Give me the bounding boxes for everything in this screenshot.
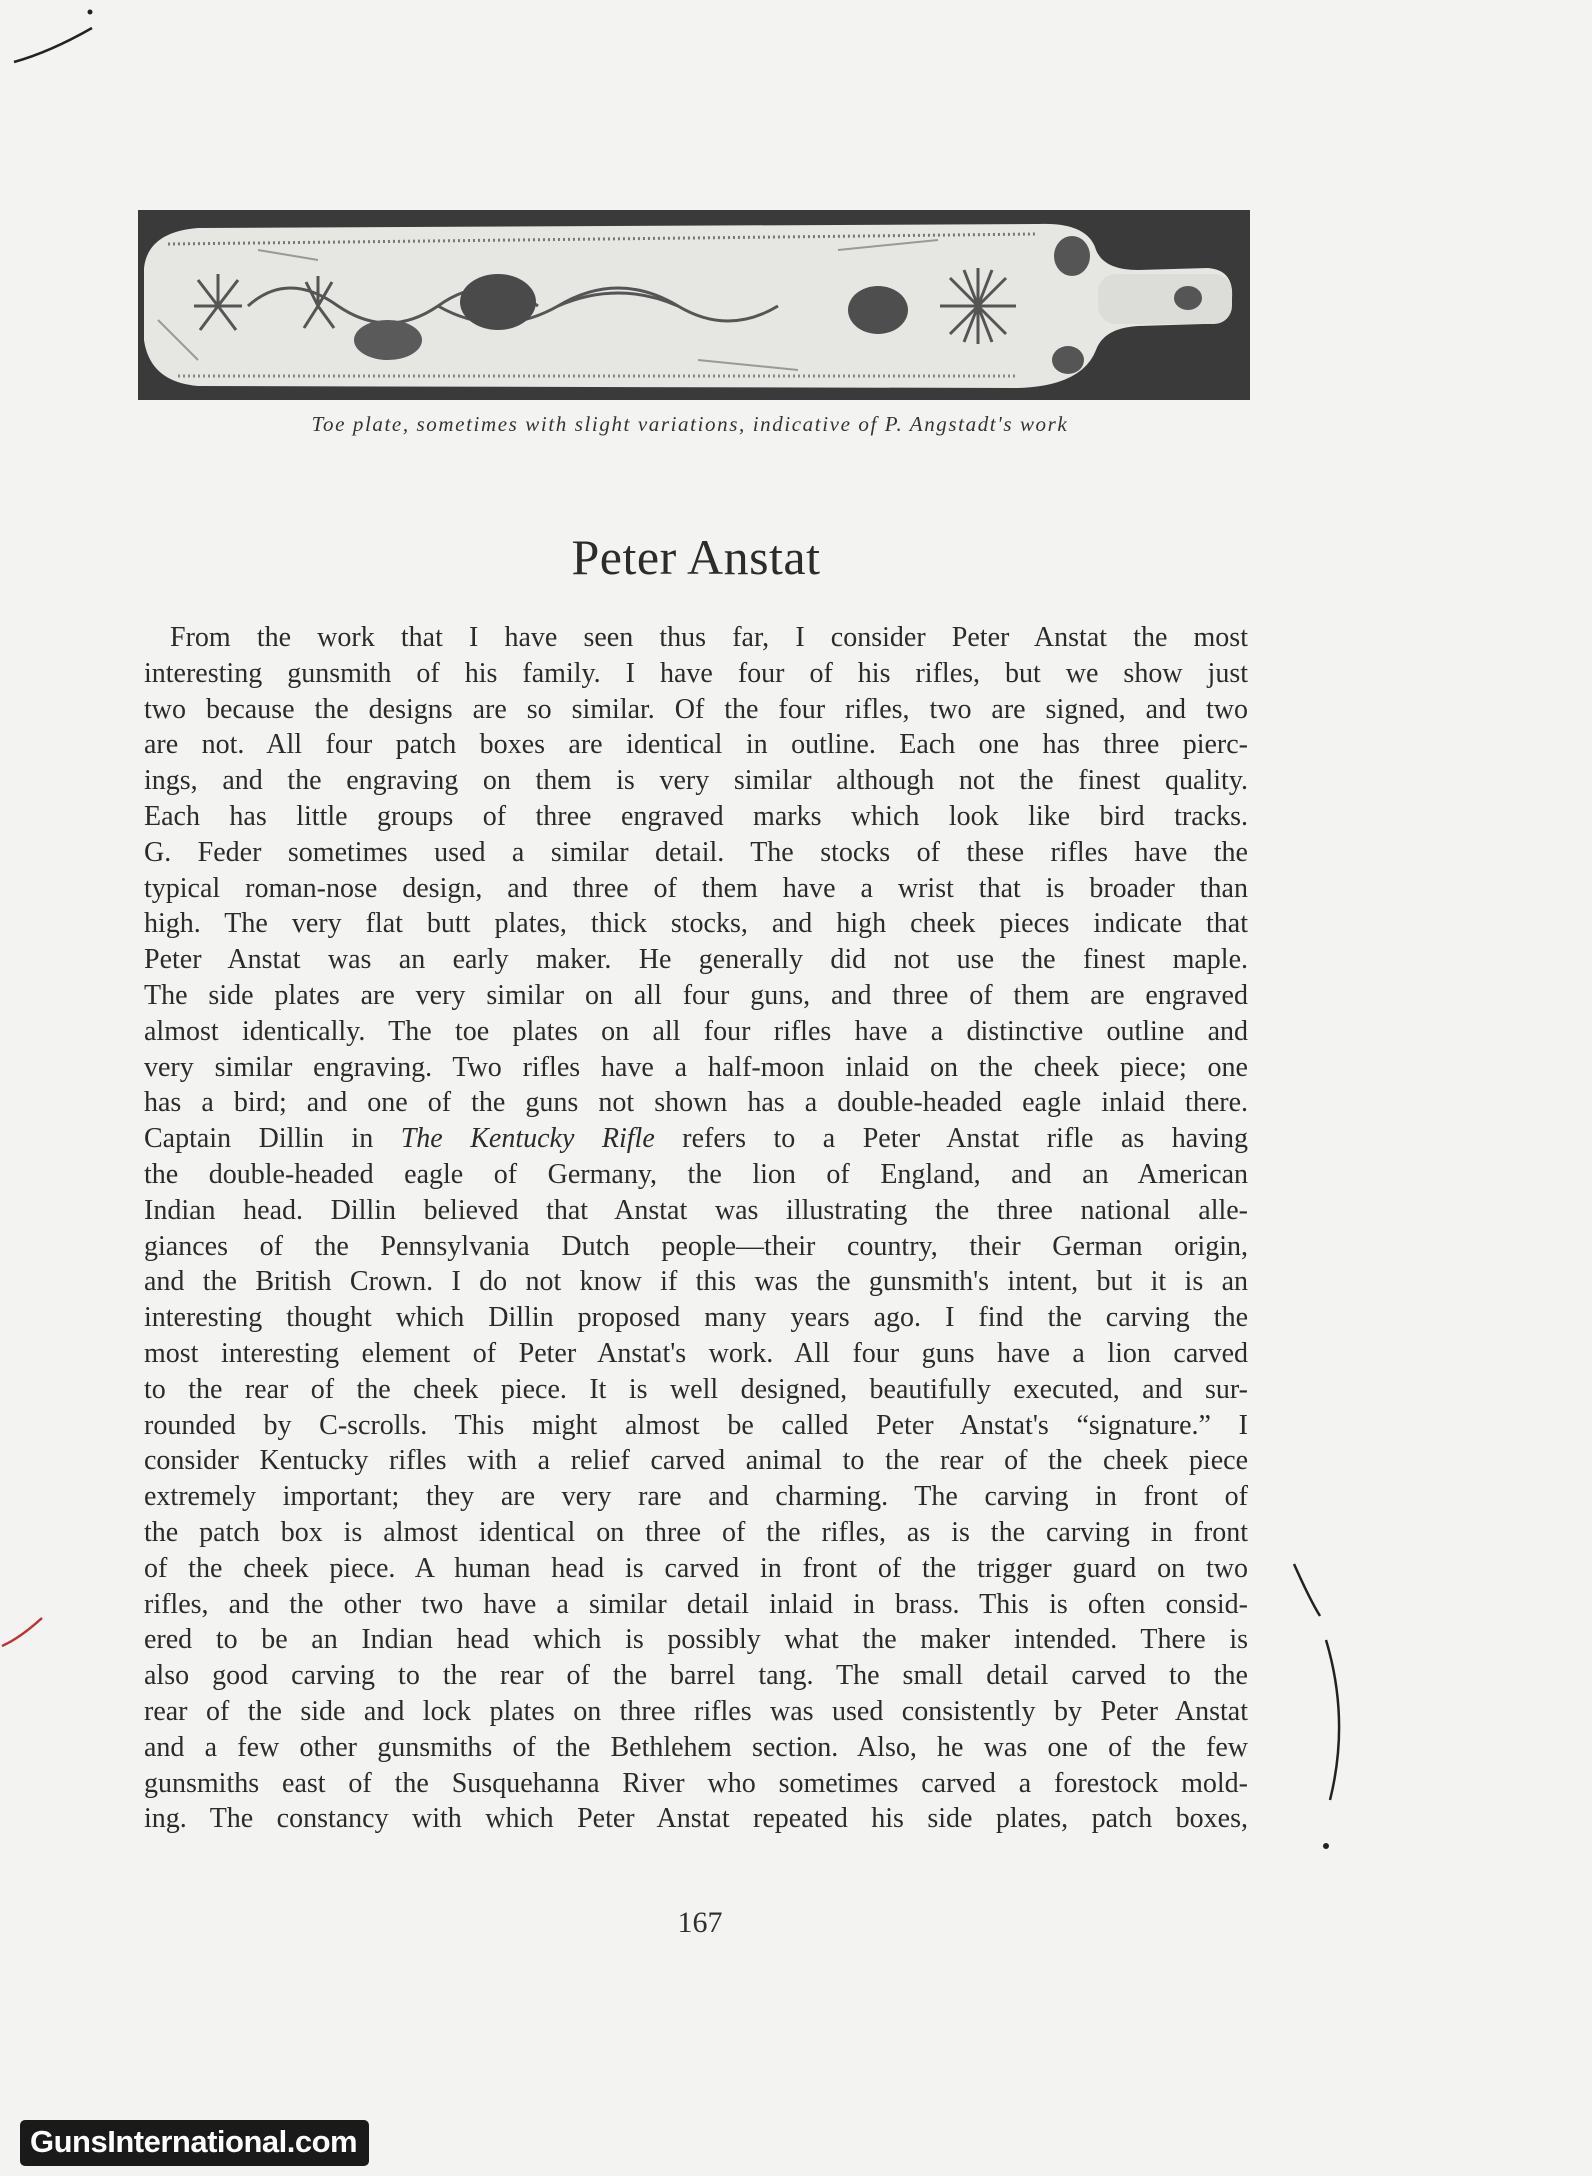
book-title-italic: The Kentucky Rifle xyxy=(400,1123,655,1155)
body-text-line: interesting thought which Dillin proposed many years ago. I find the carving the xyxy=(144,1302,1248,1334)
body-text-line: also good carving to the rear of the barrel tang. The small detail carved to the xyxy=(144,1660,1248,1692)
body-text-line: two because the designs are so similar. Of the four rifles, two are signed, and two xyxy=(144,693,1248,725)
body-text-line: to the rear of the cheek piece. It is well designed, beautifully executed, and sur- xyxy=(144,1373,1248,1405)
body-text-line: gunsmiths east of the Susquehanna River who sometimes carved a forestock mold- xyxy=(144,1767,1248,1799)
body-text-line: Peter Anstat was an early maker. He generally did not use the finest maple. xyxy=(144,944,1248,976)
body-text-line: ered to be an Indian head which is possibly what the maker intended. There is xyxy=(144,1624,1248,1656)
toe-plate-photo xyxy=(138,210,1250,400)
body-text-line: From the work that I have seen thus far, I consider Peter Anstat the most xyxy=(170,622,1248,653)
body-text-line: giances of the Pennsylvania Dutch people—their country, their German origin, xyxy=(144,1230,1248,1262)
page-number: 167 xyxy=(677,1906,723,1939)
watermark-logo: GunsInternational.com xyxy=(22,2122,367,2164)
figure-caption: Toe plate, sometimes with slight variations, indicative of P. Angstadt's work xyxy=(311,412,1069,436)
body-text-line: typical roman-nose design, and three of them have a wrist that is broader than xyxy=(144,872,1248,904)
body-text-run: refers to a Peter Anstat rifle as having xyxy=(654,1123,1248,1155)
body-text-line: ing. The constancy with which Peter Anstat repeated his side plates, patch boxes, xyxy=(144,1803,1248,1835)
body-text-line: are not. All four patch boxes are identical in outline. Each one has three pierc- xyxy=(144,729,1248,761)
body-text-line: the patch box is almost identical on three of the rifles, as is the carving in front xyxy=(144,1516,1248,1548)
body-text-line: very similar engraving. Two rifles have a half-moon inlaid on the cheek piece; one xyxy=(144,1051,1248,1083)
pen-mark-red-left xyxy=(0,1610,50,1660)
body-text-line: almost identically. The toe plates on all four rifles have a distinctive outline and xyxy=(144,1015,1248,1047)
body-text-line: Indian head. Dillin believed that Anstat was illustrating the three national alle- xyxy=(144,1194,1248,1226)
body-text-line: G. Feder sometimes used a similar detail. The stocks of these rifles have the xyxy=(144,836,1248,868)
pen-mark-margin-arc xyxy=(1290,1560,1360,1860)
body-text-line: and the British Crown. I do not know if this was the gunsmith's intent, but it is an xyxy=(144,1266,1248,1298)
body-text-line: ings, and the engraving on them is very similar although not the finest quality. xyxy=(144,765,1248,797)
pen-mark-top-left xyxy=(0,0,110,80)
body-text-line: rear of the side and lock plates on three rifles was used consistently by Peter Anstat xyxy=(144,1695,1248,1727)
body-text-run: Captain Dillin in xyxy=(144,1123,401,1155)
body-text-line: rounded by C-scrolls. This might almost be called Peter Anstat's “signature.” I xyxy=(144,1409,1248,1441)
article-body xyxy=(144,620,1248,1837)
body-text-line: of the cheek piece. A human head is carved in front of the trigger guard on two xyxy=(144,1552,1248,1584)
body-text-line: rifles, and the other two have a similar detail inlaid in brass. This is often consid- xyxy=(144,1588,1248,1620)
body-text-line: the double-headed eagle of Germany, the lion of England, and an American xyxy=(144,1158,1248,1190)
body-text-line: Each has little groups of three engraved marks which look like bird tracks. xyxy=(144,800,1248,832)
body-text-line: high. The very flat butt plates, thick stocks, and high cheek pieces indicate that xyxy=(144,908,1248,940)
body-text-line xyxy=(144,1121,1248,1157)
toe-plate-illustration xyxy=(138,210,1250,400)
body-text-line: consider Kentucky rifles with a relief carved animal to the rear of the cheek piece xyxy=(144,1445,1248,1477)
body-text-line: extremely important; they are very rare and charming. The carving in front of xyxy=(144,1481,1248,1513)
body-text-line: and a few other gunsmiths of the Bethlehem section. Also, he was one of the few xyxy=(144,1731,1248,1763)
article-title: Peter Anstat xyxy=(571,529,821,585)
body-text-line: interesting gunsmith of his family. I have four of his rifles, but we show just xyxy=(144,657,1248,689)
body-text-line: The side plates are very similar on all four guns, and three of them are engraved xyxy=(144,979,1248,1011)
body-text-line: has a bird; and one of the guns not shown has a double-headed eagle inlaid there. xyxy=(144,1087,1248,1119)
body-text-line: most interesting element of Peter Anstat's work. All four guns have a lion carved xyxy=(144,1337,1248,1369)
